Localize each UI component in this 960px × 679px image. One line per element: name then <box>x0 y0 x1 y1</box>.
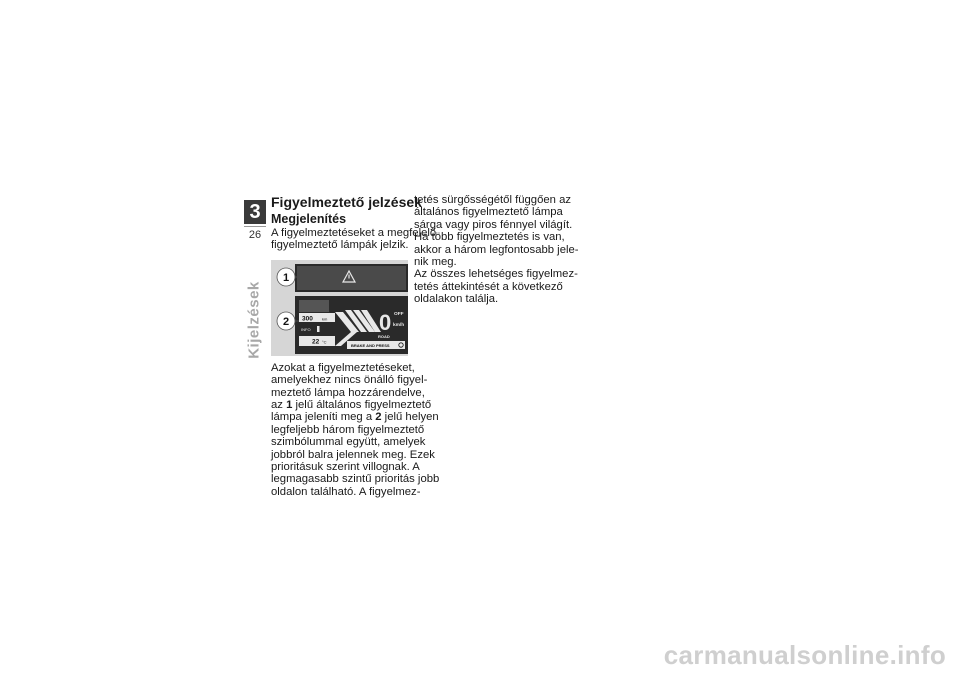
temperature-value: 22 <box>312 338 320 346</box>
reference-2: 2 <box>375 411 382 424</box>
intro-line: A figyelmeztetéseket a megfelelő <box>271 227 437 239</box>
watermark: carmanualsonline.info <box>663 640 946 670</box>
info-label: INFO <box>301 326 311 332</box>
text-fragment: jelű helyen <box>381 411 439 424</box>
body-line: Az összes lehetséges figyelmez- <box>414 268 578 281</box>
info-bar-icon <box>317 326 320 332</box>
body-line: oldalon található. A figyelmez- <box>271 485 421 498</box>
body-line: legmagasabb szintű prioritás jobb <box>271 473 440 486</box>
body-paragraph-right <box>414 194 579 306</box>
body-line: tetés áttekintését a következő <box>414 280 563 293</box>
instrument-display-figure <box>271 260 408 356</box>
warning-bar-inner <box>297 266 406 290</box>
speed-value: 0 <box>379 309 392 335</box>
body-line: oldalakon találja. <box>414 293 499 306</box>
body-paragraph-left <box>271 361 440 498</box>
body-line: sárga vagy piros fénnyel világít. <box>414 218 573 231</box>
chapter-number-tab: 3 <box>244 200 266 224</box>
speed-unit: km/h <box>393 322 405 328</box>
intro-paragraph <box>271 227 437 252</box>
text-fragment: jelű általános figyelmeztető <box>292 399 432 412</box>
callout-1: 1 <box>282 271 290 284</box>
right-column <box>414 194 579 306</box>
body-line: tetés sürgősségétől függően az <box>414 194 572 206</box>
callout-2: 2 <box>282 315 290 328</box>
body-line-ref-1 <box>271 399 432 412</box>
body-line: prioritásuk szerint villognak. A <box>271 461 420 474</box>
range-value: 300 <box>302 315 313 323</box>
text-fragment: lámpa jeleníti meg a <box>271 411 376 424</box>
brake-message: BRAKE AND PRESS <box>351 342 390 348</box>
temperature-unit: °C <box>322 339 327 345</box>
body-line: amelyekhez nincs önálló figyel- <box>271 374 428 387</box>
section-title: Figyelmeztető jelzések <box>271 194 422 210</box>
mode-label: ROAD <box>378 333 390 339</box>
chapter-title: Kijelzések <box>245 281 263 359</box>
page-number: 26 <box>244 226 266 241</box>
indicator-strip <box>299 300 329 312</box>
body-line: meztető lámpa hozzárendelve, <box>271 386 425 399</box>
section-subtitle: Megjelenítés <box>271 212 347 226</box>
reference-1: 1 <box>286 399 293 412</box>
body-line: szimbólummal együtt, amelyek <box>271 436 426 449</box>
body-line: akkor a három legfontosabb jele- <box>414 243 579 256</box>
body-line: Azokat a figyelmeztetéseket, <box>271 361 415 374</box>
body-line-ref-2 <box>271 411 439 424</box>
body-line: általános figyelmeztető lámpa <box>414 206 563 219</box>
body-line: legfeljebb három figyelmeztető <box>271 423 425 436</box>
range-unit: km <box>322 316 328 322</box>
body-line: jobbról balra jelennek meg. Ezek <box>271 448 435 461</box>
body-line: Ha több figyelmeztetés is van, <box>414 231 565 244</box>
body-line: nik meg. <box>414 256 457 269</box>
text-fragment: az <box>271 399 287 412</box>
intro-line: figyelmeztető lámpák jelzik. <box>271 239 409 252</box>
off-label: OFF <box>394 311 404 317</box>
